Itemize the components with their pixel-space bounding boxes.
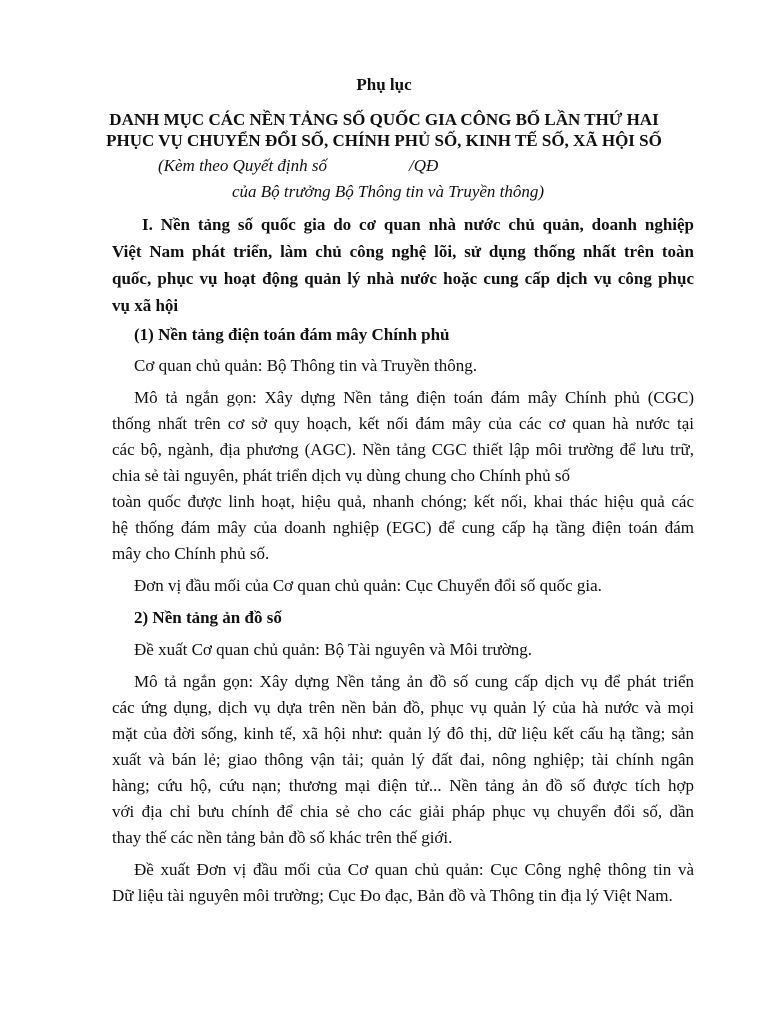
item-1-agency: Cơ quan chủ quản: Bộ Thông tin và Truyền thông. <box>134 356 478 375</box>
section-1-heading-line: vụ xã hội <box>112 296 179 315</box>
item-2-description-line: hàng; cứu hộ, cứu nạn; thương mại điện tử... Nền tảng ản đồ số được tích hợp <box>112 776 694 795</box>
section-1-heading-line: quốc, phục vụ hoạt động quản lý nhà nước hoặc cung cấp dịch vụ công phục <box>112 269 694 288</box>
subtitle-issuer: của Bộ trưởng Bộ Thông tin và Truyền thông) <box>232 182 545 201</box>
item-2-description-line: thay thế các nền tảng bản đồ số khác trên thế giới. <box>112 828 453 847</box>
section-1-heading-line: Việt Nam phát triển, làm chủ công nghệ lõi, sử dụng thống nhất trên toàn <box>112 242 694 261</box>
item-1-description-line: mây cho Chính phủ số. <box>112 544 270 563</box>
item-2-focal-unit-line: Dữ liệu tài nguyên môi trường; Cục Đo đạc, Bản đồ và Thông tin địa lý Việt Nam. <box>112 886 673 905</box>
item-2-description-line: mặt của đời sống, kinh tế, xã hội như: quản lý đô thị, dữ liệu kết cấu hạ tầng; sản <box>112 724 694 743</box>
item-2-focal-unit-line: Đề xuất Đơn vị đầu mối của Cơ quan chủ quản: Cục Công nghệ thông tin và <box>134 860 694 879</box>
appendix-label: Phụ lục <box>356 75 412 94</box>
item-1-description-line: thống nhất trên cơ sở quy hoạch, kết nối đám mây của các cơ quan hà nước tại <box>112 414 694 433</box>
item-2-heading: 2) Nền tảng ản đồ số <box>134 608 282 627</box>
subtitle-decision-number: /QĐ <box>409 156 439 175</box>
item-2-description-line: xuất và bán lẻ; giao thông vận tải; quản lý đất đai, nông nghiệp; tài chính ngân <box>112 750 694 769</box>
item-1-description-line: Mô tả ngắn gọn: Xây dựng Nền tảng điện toán đám mây Chính phủ (CGC) <box>134 388 694 407</box>
item-1-description-line: hệ thống đám mây của doanh nghiệp (EGC) để cung cấp hạ tầng điện toán đám <box>112 518 694 537</box>
item-2-description-line: Mô tả ngắn gọn: Xây dựng Nền tảng ản đồ số cung cấp dịch vụ để phát triển <box>134 672 694 691</box>
item-2-description-line: các ứng dụng, dịch vụ dựa trên nền bản đồ, phục vụ quản lý của hà nước và mọi <box>112 698 694 717</box>
item-2-description-line: với địa chỉ bưu chính để chia sẻ cho các giải pháp phục vụ chuyển đổi số, dần <box>112 802 694 821</box>
item-1-description-line: chia sẻ tài nguyên, phát triển dịch vụ dùng chung cho Chính phủ số <box>112 466 570 485</box>
item-1-heading: (1) Nền tảng điện toán đám mây Chính phủ <box>134 325 450 344</box>
item-1-description-line: toàn quốc được linh hoạt, hiệu quả, nhanh chóng; kết nối, khai thác hiệu quả các <box>112 492 694 511</box>
item-1-description-line: các bộ, ngành, địa phương (AGC). Nền tảng CGC thiết lập môi trường để lưu trữ, <box>112 440 694 459</box>
item-1-focal-unit: Đơn vị đầu mối của Cơ quan chủ quản: Cục Chuyển đổi số quốc gia. <box>134 576 602 595</box>
item-2-agency: Đề xuất Cơ quan chủ quản: Bộ Tài nguyên và Môi trường. <box>134 640 532 659</box>
subtitle-decision-prefix: (Kèm theo Quyết định số <box>158 156 328 175</box>
title-line-1: DANH MỤC CÁC NỀN TẢNG SỐ QUỐC GIA CÔNG BỐ LẦN THỨ HAI <box>109 110 659 129</box>
section-1-heading-line: I. Nền tảng số quốc gia do cơ quan nhà nước chủ quản, doanh nghiệp <box>142 215 694 234</box>
title-line-2: PHỤC VỤ CHUYỂN ĐỔI SỐ, CHÍNH PHỦ SỐ, KINH TẾ SỐ, XÃ HỘI SỐ <box>106 131 662 150</box>
